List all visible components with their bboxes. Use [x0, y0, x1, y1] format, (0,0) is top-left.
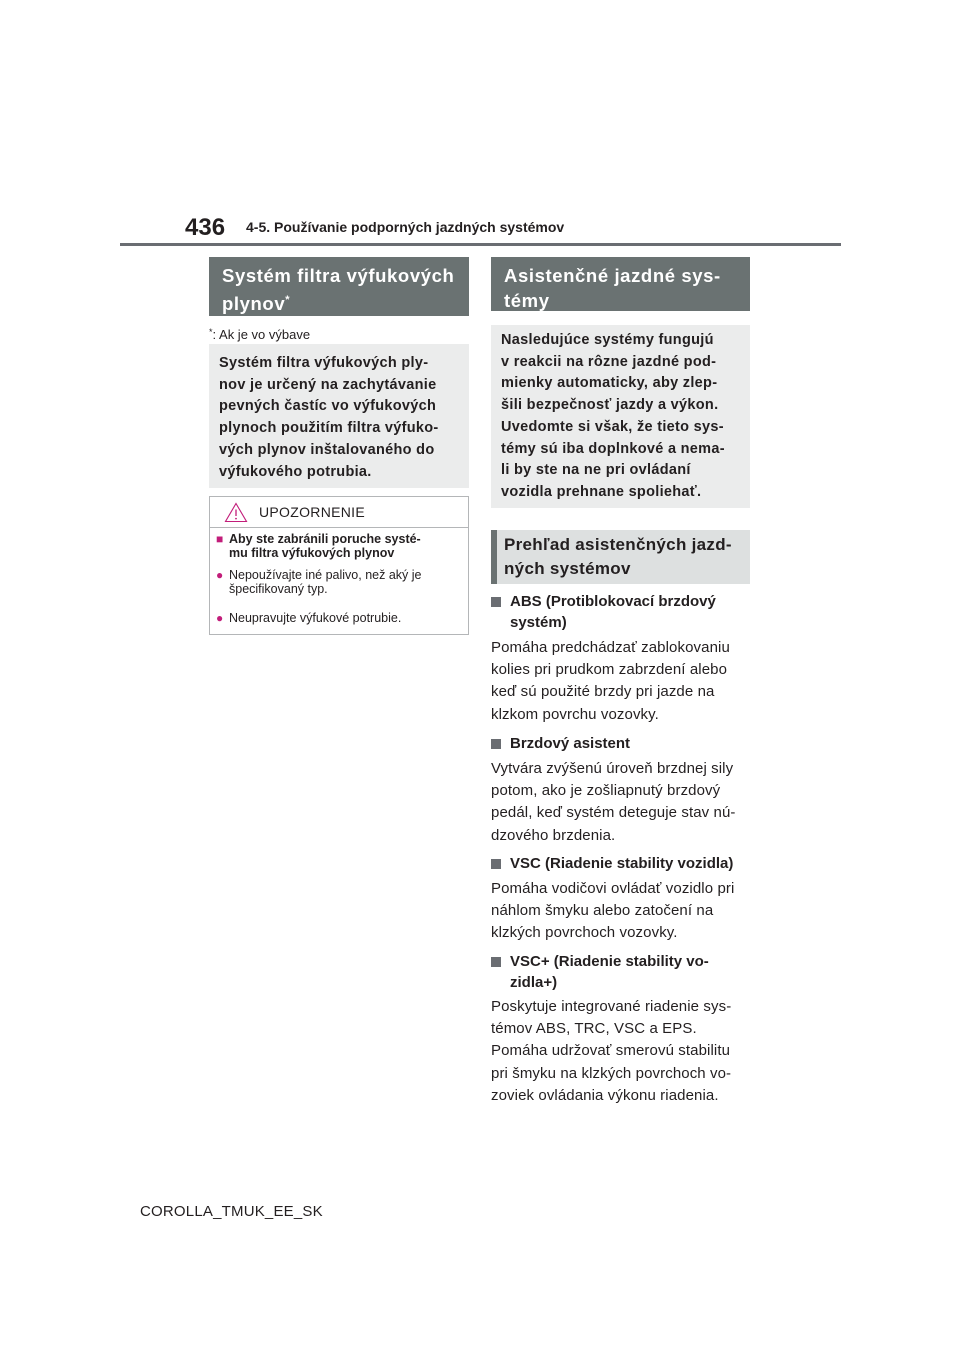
entry-heading-abs [491, 591, 756, 633]
warning-header [210, 497, 468, 528]
entry-body-line: pedál, keď systém deteguje stav nú- [491, 804, 736, 822]
entry-body-abs [491, 637, 753, 726]
square-bullet-icon [491, 597, 501, 607]
intro-line: plynoch použitím filtra výfuko- [219, 420, 439, 437]
intro-line: témy sú iba doplnkové a nema- [501, 440, 725, 457]
warning-box [209, 496, 469, 635]
intro-line: Nasledujúce systémy fungujú [501, 332, 714, 348]
entry-body-brake-assist [491, 758, 753, 847]
circle-bullet-icon: ● [216, 611, 224, 625]
warning-heading-line: mu filtra výfukových plynov [229, 546, 395, 560]
warning-triangle-icon [224, 502, 248, 523]
circle-bullet-icon: ● [216, 568, 224, 582]
entry-body-line: klzkom povrchu vozovky. [491, 705, 659, 723]
intro-line: Systém filtra výfukových ply- [219, 355, 429, 371]
entry-heading-line: systém) [510, 614, 567, 631]
chapter-title: 4-5. Používanie podporných jazdných systémov [246, 219, 565, 235]
entry-body-line: Poskytuje integrované riadenie sys- [491, 998, 732, 1015]
entry-heading-line: VSC (Riadenie stability vozidla) [510, 855, 734, 872]
entry-body-line: potom, ako je zošliapnutý brzdový [491, 782, 721, 800]
warning-title: UPOZORNENIE [259, 504, 365, 520]
entry-body-line: Vytvára zvýšenú úroveň brzdnej sily [491, 760, 734, 777]
intro-line: v reakcii na rôzne jazdné pod- [501, 353, 717, 370]
warning-bullet [216, 568, 462, 596]
entry-heading-brake-assist [491, 733, 756, 754]
warning-heading-line: Aby ste zabránili poruche systé- [229, 532, 421, 546]
square-bullet-icon [491, 859, 501, 869]
intro-line: pevných častíc vo výfukových [219, 398, 437, 415]
warning-heading [216, 532, 462, 560]
entry-body-line: klzkých povrchoch vozovky. [491, 924, 678, 942]
entry-heading-line: VSC+ (Riadenie stability vo- [510, 953, 709, 970]
entry-body-line: témov ABS, TRC, VSC a EPS. [491, 1020, 697, 1038]
entry-body-vsc [491, 878, 753, 945]
entry-body-vsc-plus [491, 996, 753, 1107]
document-code: COROLLA_TMUK_EE_SK [140, 1203, 323, 1220]
intro-box-exhaust [209, 344, 469, 488]
section-title-exhaust-filter [209, 257, 469, 316]
intro-line: vozidla prehnane spoliehať. [501, 483, 702, 500]
entry-heading-line: Brzdový asistent [510, 735, 631, 752]
footnote [209, 327, 310, 342]
entry-body-line: zoviek ovládania výkonu riadenia. [491, 1086, 719, 1104]
entry-body-line: Pomáha predchádzať zablokovaniu [491, 639, 730, 656]
entry-body-line: Pomáha vodičovi ovládať vozidlo pri [491, 880, 735, 897]
entry-heading-line: zidla+) [510, 974, 558, 991]
footnote-mark: * [209, 327, 213, 337]
section-title-exhaust-text: Systém filtra výfukových plynov [222, 265, 455, 314]
section-title-assist-systems [491, 257, 750, 311]
footnote-text: : Ak je vo výbave [212, 327, 311, 342]
entry-body-line: náhlom šmyku alebo zatočení na [491, 902, 714, 920]
intro-line: výfukového potrubia. [219, 463, 372, 480]
entry-heading-vsc [491, 853, 756, 874]
square-bullet-icon [491, 957, 501, 967]
section-title-line: témy [504, 290, 550, 311]
intro-line: Uvedomte si však, že tieto sys- [501, 418, 724, 435]
page-number: 436 [185, 214, 226, 241]
optional-equipment-mark: * [285, 294, 290, 306]
entry-body-line: dzového brzdenia. [491, 826, 616, 844]
entry-body-line: keď sú použité brzdy pri jazde na [491, 683, 715, 701]
intro-line: šili bezpečnosť jazdy a výkon. [501, 397, 719, 414]
intro-line: mienky automaticky, aby zlep- [501, 375, 718, 392]
header-rule [120, 243, 841, 246]
warning-bullet-line: Neupravujte výfukové potrubie. [229, 611, 402, 625]
warning-bullet-line: Nepoužívajte iné palivo, než aký je [229, 568, 422, 582]
intro-line: nov je určený na zachytávanie [219, 376, 437, 393]
intro-line: li by ste na ne pri ovládaní [501, 462, 691, 479]
subsection-title-line: Prehľad asistenčných jazd- [504, 535, 732, 554]
subsection-title-overview [491, 530, 750, 584]
warning-bullet-line: špecifikovaný typ. [229, 582, 328, 596]
entry-body-line: kolies pri prudkom zabrzdení alebo [491, 661, 728, 679]
entry-heading-line: ABS (Protiblokovací brzdový [510, 593, 716, 610]
entry-heading-vsc-plus [491, 951, 756, 993]
warning-bullet [216, 611, 462, 625]
square-bullet-icon: ■ [216, 532, 224, 546]
section-title-line: Asistenčné jazdné sys- [504, 265, 721, 286]
intro-box-assist [491, 325, 750, 508]
entry-body-line: Pomáha udržovať smerovú stabilitu [491, 1042, 731, 1060]
subsection-title-line: ných systémov [504, 559, 631, 578]
intro-line: vých plynov inštalovaného do [219, 441, 435, 458]
square-bullet-icon [491, 739, 501, 749]
entry-body-line: pri šmyku na klzkých povrchoch vo- [491, 1064, 732, 1082]
